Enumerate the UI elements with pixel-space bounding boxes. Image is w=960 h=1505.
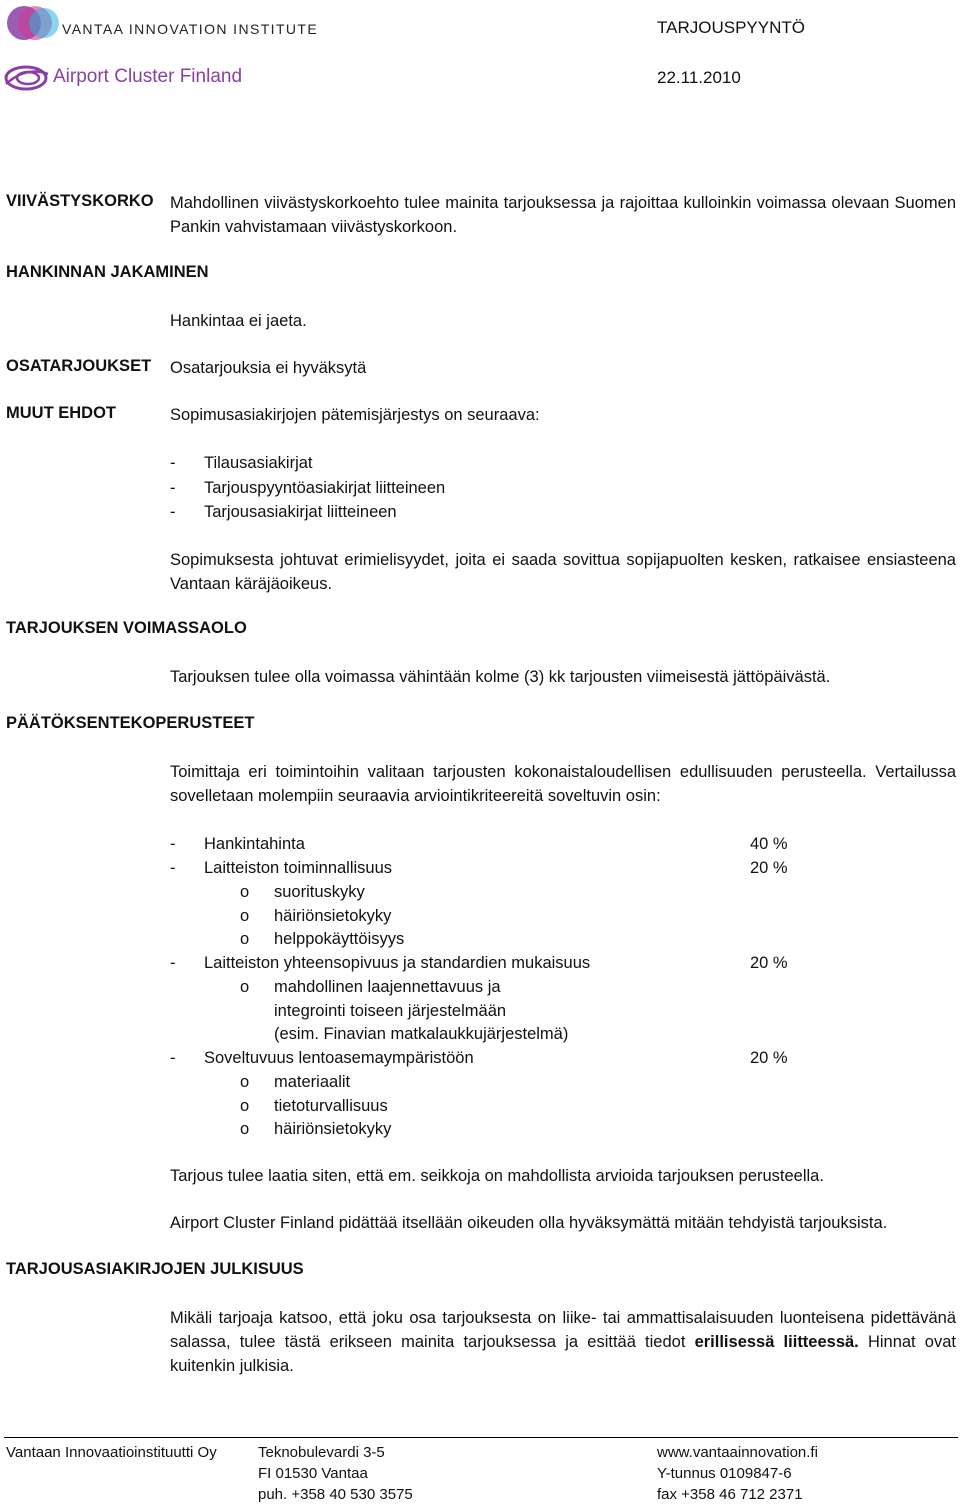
oikeus-text: Airport Cluster Finland pidättää itsellään oikeuden olla hyväksymättä mitään tehdyistä tarjouksista. bbox=[170, 1214, 888, 1232]
list-item: - Tilausasiakirjat bbox=[170, 454, 313, 472]
muut-label: MUUT EHDOT bbox=[6, 404, 116, 422]
list-item: - Tarjouspyyntöasiakirjat liitteineen bbox=[170, 479, 446, 497]
hankinnan-label: HANKINNAN JAKAMINEN bbox=[6, 263, 209, 281]
criteria-weight: 20 % bbox=[750, 954, 788, 972]
vantaa-logo-mark-icon bbox=[4, 4, 64, 44]
criteria-item: - Hankintahinta 40 % bbox=[170, 832, 810, 856]
osatarjoukset-label: OSATARJOUKSET bbox=[6, 357, 152, 375]
viivastyskorko-label: VIIVÄSTYSKORKO bbox=[6, 192, 154, 210]
muut-paragraph: Sopimuksesta johtuvat erimielisyydet, joita ei saada sovittua sopijapuolten kesken, ratkaisee ensiasteena Vantaan käräjäoikeus. bbox=[170, 551, 956, 593]
airport-cluster-swoosh-icon bbox=[4, 64, 50, 92]
voimassaolo-text: Tarjouksen tulee olla voimassa vähintään kolme (3) kk tarjousten viimeisestä jättöpäivästä. bbox=[170, 668, 831, 686]
airport-cluster-logo bbox=[4, 64, 264, 94]
criteria-item: - Laitteiston yhteensopivuus ja standardien mukaisuus 20 % bbox=[170, 951, 810, 975]
footer-postal: FI 01530 Vantaa bbox=[258, 1465, 368, 1482]
paatos-text: Toimittaja eri toimintoihin valitaan tarjousten kokonaistaloudellisen edullisuuden perusteella. Vertailussa sovelletaan molempiin seuraavia arviointikriteereitä soveltuvin osin: bbox=[170, 763, 956, 805]
muut-text: Sopimusasiakirjojen pätemisjärjestys on seuraava: bbox=[170, 406, 540, 424]
criteria-item: - Laitteiston toiminnallisuus 20 % bbox=[170, 856, 810, 880]
footer-fax: fax +358 46 712 2371 bbox=[657, 1486, 803, 1503]
list-item: - Tarjousasiakirjat liitteineen bbox=[170, 503, 397, 521]
doc-type: TARJOUSPYYNTÖ bbox=[657, 18, 805, 37]
viivastyskorko-text: Mahdollinen viivästyskorkoehto tulee mainita tarjouksessa ja rajoittaa kulloinkin voimassa olevaan Suomen Pankin vahvistamaan viivästyskorkoon. bbox=[170, 194, 956, 236]
tarjous-text: Tarjous tulee laatia siten, että em. seikkoja on mahdollista arvioida tarjouksen perusteella. bbox=[170, 1167, 824, 1185]
paatos-label: PÄÄTÖKSENTEKOPERUSTEET bbox=[6, 714, 255, 732]
vantaa-logo bbox=[4, 4, 334, 44]
osatarjoukset-text: Osatarjouksia ei hyväksytä bbox=[170, 359, 367, 377]
institute-name: VANTAA INNOVATION INSTITUTE bbox=[62, 21, 319, 37]
julkisuus-text: Mikäli tarjoaja katsoo, että joku osa tarjouksesta on liike- tai ammattisalaisuuden luonteisena pidettävänä salassa, tulee tästä erikseen mainita tarjouksessa ja esittää tiedot erillisessä liitteessä. Hinnat ovat kuitenkin julkisia. bbox=[170, 1309, 956, 1375]
hankinnan-text: Hankintaa ei jaeta. bbox=[170, 312, 307, 330]
julkisuus-bold: erillisessä liitteessä. bbox=[694, 1333, 859, 1351]
voimassaolo-label: TARJOUKSEN VOIMASSAOLO bbox=[6, 619, 247, 637]
footer-web[interactable]: www.vantaainnovation.fi bbox=[657, 1444, 818, 1461]
footer-street: Teknobulevardi 3-5 bbox=[258, 1444, 385, 1461]
criteria-weight: 20 % bbox=[750, 1049, 788, 1067]
footer-phone: puh. +358 40 530 3575 bbox=[258, 1486, 413, 1503]
cluster-name: Airport Cluster Finland bbox=[53, 66, 243, 87]
footer-divider bbox=[4, 1437, 958, 1438]
doc-date: 22.11.2010 bbox=[657, 68, 741, 87]
criteria-weight: 20 % bbox=[750, 859, 788, 877]
footer-org: Vantaan Innovaatioinstituutti Oy bbox=[6, 1444, 217, 1461]
footer-ytunnus: Y-tunnus 0109847-6 bbox=[657, 1465, 792, 1482]
criteria-weight: 40 % bbox=[750, 835, 788, 853]
criteria-item: - Soveltuvuus lentoasemaympäristöön 20 % bbox=[170, 1046, 810, 1070]
julkisuus-label: TARJOUSASIAKIRJOJEN JULKISUUS bbox=[6, 1260, 304, 1278]
